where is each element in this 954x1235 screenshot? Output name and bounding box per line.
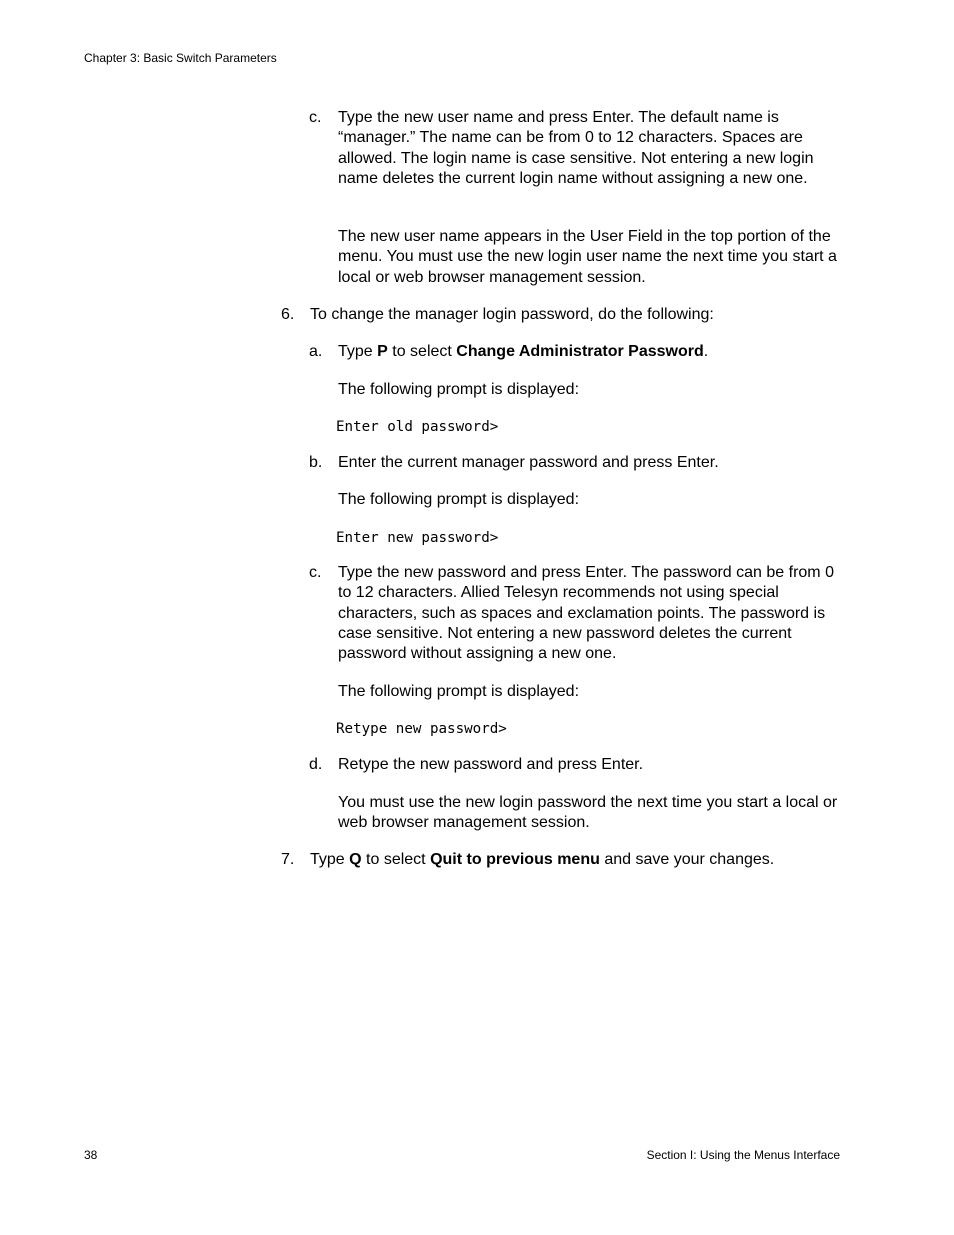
step-6c-marker: c. bbox=[309, 564, 322, 581]
step-6a-text: Type P to select Change Administrator Password. bbox=[338, 343, 709, 360]
step-7-marker: 7. bbox=[281, 851, 295, 868]
step-6c-text: Type the new password and press Enter. The password can be from 0 to 12 characters. Allied Telesyn recommends not using special characters, such as spaces and exclamation points. The password is case sensitive. Not entering a new password deletes the current password without assigning a new one. bbox=[338, 564, 834, 663]
key-p: P bbox=[377, 343, 388, 360]
step-5c-marker: c. bbox=[309, 109, 322, 126]
step-6c-prompt-intro: The following prompt is displayed: bbox=[338, 683, 580, 700]
page-number: 38 bbox=[84, 1148, 98, 1162]
step-6-marker: 6. bbox=[281, 306, 295, 323]
step-6b-prompt-intro: The following prompt is displayed: bbox=[338, 491, 580, 508]
section-footer: Section I: Using the Menus Interface bbox=[646, 1148, 840, 1162]
step-7-text: Type Q to select Quit to previous menu and save your changes. bbox=[310, 851, 775, 868]
step-6a-marker: a. bbox=[309, 343, 323, 360]
step-6d-text: Retype the new password and press Enter. bbox=[338, 756, 644, 773]
step-5c-note: The new user name appears in the User Field in the top portion of the menu. You must use the new login user name the next time you start a local or web browser management session. bbox=[338, 228, 837, 286]
step-6-text: To change the manager login password, do the following: bbox=[310, 306, 714, 323]
running-header: Chapter 3: Basic Switch Parameters bbox=[84, 51, 277, 65]
step-6a-prompt-intro: The following prompt is displayed: bbox=[338, 381, 580, 398]
key-q: Q bbox=[349, 851, 362, 868]
step-6b-text: Enter the current manager password and press Enter. bbox=[338, 454, 719, 471]
option-change-admin-password: Change Administrator Password bbox=[456, 343, 704, 360]
step-6b-marker: b. bbox=[309, 454, 323, 471]
prompt-old-password: Enter old password> bbox=[336, 419, 499, 435]
step-6d-marker: d. bbox=[309, 756, 323, 773]
option-quit-previous-menu: Quit to previous menu bbox=[430, 851, 600, 868]
prompt-retype-password: Retype new password> bbox=[336, 721, 507, 737]
step-5c-text: Type the new user name and press Enter. The default name is “manager.” The name can be from 0 to 12 characters. Spaces are allowed. The login name is case sensitive. Not entering a new login name deletes the current login name without assigning a new one. bbox=[338, 109, 814, 187]
prompt-new-password: Enter new password> bbox=[336, 530, 499, 546]
step-6d-note: You must use the new login password the next time you start a local or web browser management session. bbox=[338, 794, 838, 832]
